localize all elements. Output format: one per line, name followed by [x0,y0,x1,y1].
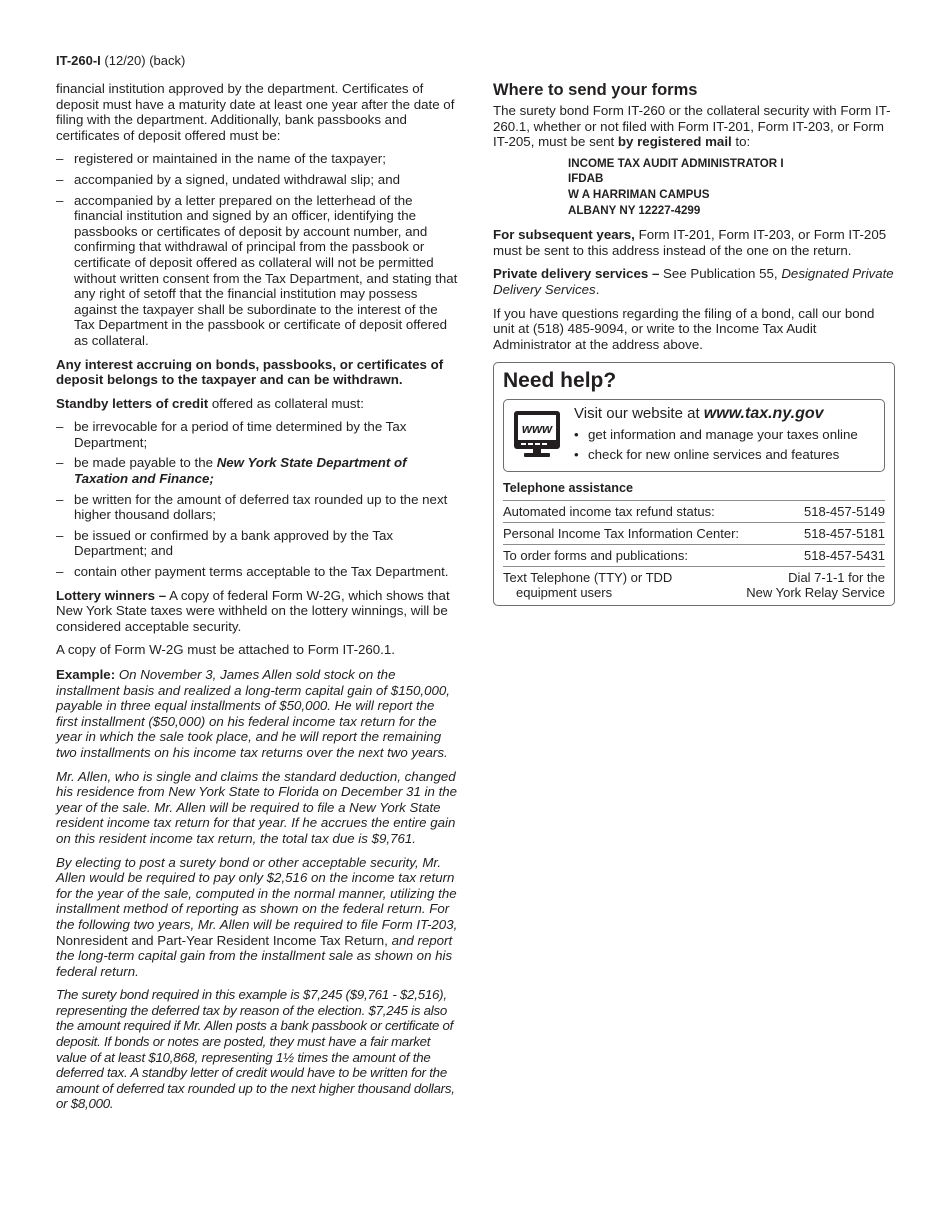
subsequent-lead: For subsequent years, [493,227,635,243]
telephone-heading: Telephone assistance [503,481,633,496]
tty-label-line-1: Text Telephone (TTY) or TDD [503,569,673,585]
list-item: – be irrevocable for a period of time determined by the Tax Department; [56,419,458,450]
payable-to-emphasis: New York State Department of Taxation and Finance; [74,455,407,487]
need-help-title: Need help? [503,369,617,393]
standby-requirements-list [56,419,458,579]
private-pub: Designated Private Delivery Services [493,266,894,297]
example-text-3c: and report the long-term capital gain from the installment sale as shown on his federal return. [56,932,453,979]
address-line: ALBANY NY 12227-4299 [568,203,701,217]
subsequent-years [493,227,895,258]
standby-lead: Standby letters of credit [56,395,209,411]
website-text [574,405,858,465]
list-item: • get information and manage your taxes online [574,425,858,445]
example-text-3a: By electing to post a surety bond or other acceptable security, Mr. Allen would be required to pay only $2,516 on the income tax return for the year of the sale, computed in the normal manner, utilizing the installment method of reporting as shown on the federal return. For the following two years, Mr. Allen will be required to file Form IT-203, [56,854,458,932]
phone-number: 518-457-5149 [804,503,885,519]
private-rest: See Publication 55, [659,266,782,282]
address-line: IFDAB [568,172,604,186]
phone-number: 518-457-5431 [804,547,885,563]
lottery-lead: Lottery winners – [56,587,167,603]
icon-www-text: www [521,421,553,437]
phone-row [503,544,885,566]
list-item: • check for new online services and features [574,445,858,465]
private-lead: Private delivery services – [493,266,660,282]
tty-row [503,566,885,601]
where-to-send-text [493,103,895,150]
list-item [56,455,458,486]
w2g-note: A copy of Form W-2G must be attached to Form IT-260.1. [56,642,395,658]
tty-label-line-2: equipment users [516,584,613,600]
list-item: – contain other payment terms acceptable to the Tax Department. [56,564,458,580]
example-text-1: On November 3, James Allen sold stock on the installment basis and realized a long-term capital gain of $150,000, payable in three equal installments of $50,000. He will report the first installment ($50,000) on his federal income tax return for the year in which the sale took place, and he will report the remaining two installments on his income tax returns over the next two years. [56,667,450,760]
example-paragraph-3 [56,855,458,980]
website-bullets [574,425,858,465]
collateral-intro: financial institution approved by the department. Certificates of deposit must have a maturity date at least one year after the date of filing with the department. Additionally, bank passbooks and certificates of deposit offered must be: [56,81,455,143]
list-item: – accompanied by a signed, undated withdrawal slip; and [56,172,458,188]
list-item: – accompanied by a letter prepared on the letterhead of the financial institution and signed by an officer, identifying the passbooks or certificates of deposit by account number, and confirming that withdrawal of principal from the passbook or certificate of deposit offered as collateral will not be permitted without written consent from the Tax Department, and stating that any right of setoff that the financial institution may possess against the taxpayer shall be subordinate to the interest of the Tax Department in the passbook or certificate of deposit offered as collateral. [56,193,458,349]
phone-row [503,500,885,522]
private-end: . [595,281,600,297]
lottery-winners [56,588,458,635]
tty-value-line-2: New York Relay Service [746,584,885,600]
tty-label [503,570,672,600]
payable-to-text: be made payable to the [74,455,217,471]
where-text-post: to: [731,134,751,150]
address-line: INCOME TAX AUDIT ADMINISTRATOR I [568,156,784,170]
private-delivery [493,266,895,297]
phone-number: 518-457-5181 [804,525,885,541]
example-lead: Example: [56,667,116,682]
visit-pre: Visit our website at [574,405,704,423]
phone-label: Personal Income Tax Information Center: [503,525,740,541]
need-help-box [493,362,895,606]
tty-value [746,570,885,600]
bond-questions: If you have questions regarding the filing of a bond, call our bond unit at (518) 485-9094, or write to the Income Tax Audit Administrator at the address above. [493,305,875,352]
left-column [56,81,458,1120]
computer-monitor-icon [512,409,562,459]
form-revision: (12/20) (back) [100,53,186,68]
example-paragraph-1 [56,667,458,761]
registered-mail: by registered mail [617,134,732,150]
phone-label: Automated income tax refund status: [503,503,715,519]
where-to-send-heading: Where to send your forms [493,81,698,99]
tty-value-line-1: Dial 7-1-1 for the [788,569,885,585]
list-item: – be issued or confirmed by a bank approved by the Tax Department; and [56,528,458,559]
list-item: – be written for the amount of deferred tax rounded up to the next higher thousand dollars; [56,492,458,523]
example-paragraph-4: The surety bond required in this example is $7,245 ($9,761 - $2,516), representing the deferred tax by reason of the election. $7,245 is also the amount required if Mr. Allen posts a bank passbook or certificate of deposit. If bonds or notes are posted, they must have a fair market value of at least $10,868, representing 1½ times the amount of the deferred tax. A standby letter of credit would have to be written for the amount of deferred tax rounded up to the next higher thousand dollars, or $8,000. [56,987,455,1112]
address-line: W A HARRIMAN CAMPUS [568,187,710,201]
example-text-3b: Nonresident and Part-Year Resident Income Tax Return, [56,932,388,948]
example-paragraph-2: Mr. Allen, who is single and claims the standard deduction, changed his residence from New York State to Florida on December 31 in the year of the sale. Mr. Allen will be required to file a New York State resident income tax return for that year. If he accrues the entire gain on this resident income tax return, the total tax due is $9,761. [56,768,458,846]
right-column [493,81,895,606]
list-item: – registered or maintained in the name of the taxpayer; [56,151,458,167]
phone-row [503,522,885,544]
lottery-rest: A copy of federal Form W-2G, which shows that New York State taxes were withheld on the lottery winnings, will be considered acceptable security. [56,587,450,634]
website-box [503,399,885,472]
standby-intro [56,396,458,412]
passbook-requirements-list [56,151,458,348]
interest-note: Any interest accruing on bonds, passbooks, or certificates of deposit belongs to the taxpayer and can be withdrawn. [56,356,444,388]
where-text-pre: The surety bond Form IT-260 or the collateral security with Form IT-260.1, whether or not filed with Form IT-201, Form IT-203, or Form IT-205, must be sent [493,103,891,150]
mailing-address [568,156,895,218]
website-link[interactable]: www.tax.ny.gov [703,405,824,423]
subsequent-rest: Form IT-201, Form IT-203, or Form IT-205 must be sent to this address instead of the one on the return. [493,227,887,258]
form-id: IT-260-I [56,53,101,68]
standby-rest: offered as collateral must: [208,395,364,411]
phone-label: To order forms and publications: [503,547,688,563]
page-header [56,53,185,69]
visit-website [574,405,858,423]
